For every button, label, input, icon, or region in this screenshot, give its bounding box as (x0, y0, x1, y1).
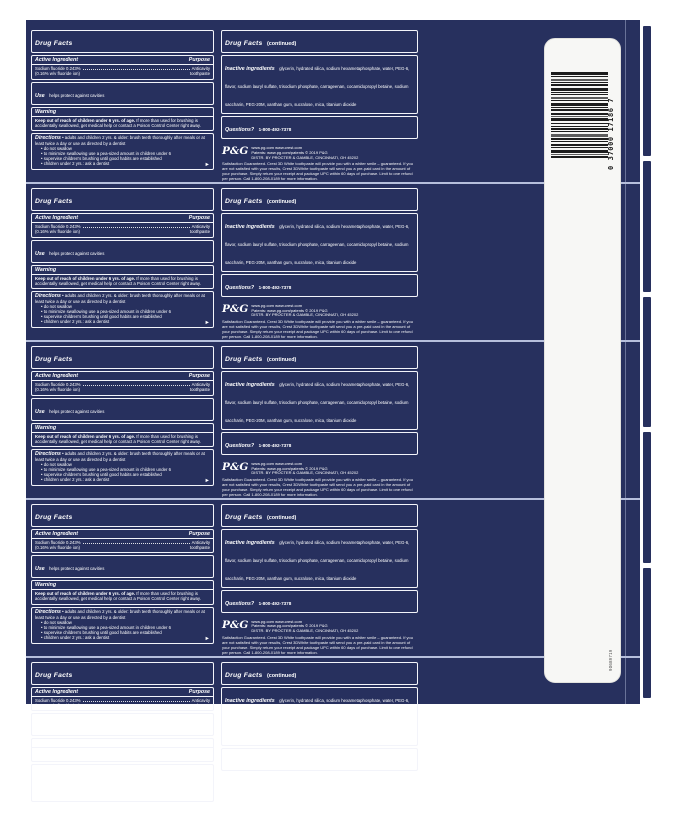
pg-patents: Patents: www.pg.com/patents © 2019 P&G (251, 623, 328, 629)
directions-label: Directions (35, 608, 61, 615)
directions-bullet: • to minimize swallowing use a pea-sized amount in children under 6 (41, 309, 171, 315)
barcode-bar (551, 107, 608, 108)
warning-bold-text: Keep out of reach of children under 6 yrs. of age. (35, 433, 136, 439)
active-ingredient-header-row (32, 689, 213, 697)
pg-info-lines (251, 304, 358, 318)
pg-urls: www.pg.com www.crest.com (251, 618, 303, 624)
barcode-bar (551, 79, 608, 81)
drug-facts-right-column (221, 662, 418, 813)
warning-bold-text: Keep out of reach of children under 6 yrs. of age. (35, 275, 136, 281)
directions-bullet: • do not swallow (41, 461, 72, 467)
barcode-bar (551, 82, 608, 83)
purpose-header: Purpose (188, 214, 210, 221)
inactive-ingredients-text: glycerin, hydrated silica, sodium hexametaphosphate, water, PEG-6, flavor, sodium lauryl sulfate, trisodium phosphate, carrageenan, cocamidopropyl betaine, sodium saccharin, PEG-20M, xanthan gum, sucralose, mica, titanium dioxide (225, 381, 410, 423)
pg-distributor: DISTR. BY PROCTER & GAMBLE, CINCINNATI, OH 45202 (251, 628, 359, 634)
continued-suffix: (continued) (266, 672, 297, 679)
directions-label: Directions (35, 134, 61, 141)
pg-logo: P&G (222, 302, 249, 315)
directions-bullet: • to minimize swallowing use a pea-sized amount in children under 6 (41, 782, 171, 788)
drug-facts-continued-title: Drug Facts (225, 671, 263, 679)
questions-box (221, 116, 418, 139)
barcode-bar (551, 154, 608, 155)
ingredient-purpose: toothpaste (189, 71, 210, 77)
upc-barcode (551, 72, 608, 168)
pg-distributor: DISTR. BY PROCTER & GAMBLE, CINCINNATI, OH 45202 (251, 154, 359, 160)
panel-columns (31, 662, 640, 813)
use-text: helps protect against cavities (49, 566, 105, 572)
inactive-ingredients-box (221, 371, 418, 430)
active-ingredient-header-row (32, 215, 213, 223)
drug-facts-continued-title-box (221, 30, 418, 53)
drug-facts-title: Drug Facts (35, 513, 73, 521)
pg-distributor: DISTR. BY PROCTER & GAMBLE, CINCINNATI, OH 45202 (251, 312, 359, 318)
manufacturer-footer (221, 146, 418, 182)
warning-label: Warning (32, 582, 213, 590)
directions-label: Directions (35, 450, 61, 457)
pg-info-lines (251, 146, 358, 160)
questions-box (221, 748, 418, 771)
drug-facts-left-column (31, 188, 214, 340)
use-box (31, 398, 214, 421)
directions-bullet: • children under 2 yrs.: ask a dentist (41, 792, 110, 798)
active-ingredient-header: Active Ingredient (35, 372, 78, 379)
use-box (31, 713, 214, 736)
directions-bullet: • supervise children's brushing until good habits are established (41, 314, 162, 320)
directions-bullet: • children under 2 yrs.: ask a dentist (41, 635, 110, 641)
use-text: helps protect against cavities (49, 724, 105, 730)
inactive-ingredients-text: glycerin, hydrated silica, sodium hexametaphosphate, water, PEG-6, flavor, sodium lauryl sulfate, trisodium phosphate, carrageenan, cocamidopropyl betaine, sodium saccharin, PEG-20M, xanthan gum, sucralose, mica, titanium dioxide (225, 66, 410, 107)
ingredient-purpose: Anticavity (191, 697, 210, 703)
barcode-bar (551, 103, 608, 106)
directions-bullet: • supervise children's brushing until good habits are established (41, 629, 162, 635)
directions-intro: • adults and children 2 yrs. & older: brush teeth thoroughly after meals or at least twice a day or use as directed by a dentist (35, 766, 205, 778)
questions-label: Questions? (225, 600, 255, 607)
pg-logo: P&G (222, 776, 249, 789)
directions-box (31, 607, 214, 645)
warning-text (35, 276, 210, 286)
drug-facts-continued-title: Drug Facts (225, 197, 263, 205)
manufacturer-footer (221, 462, 418, 498)
warning-label: Warning (32, 740, 213, 748)
questions-box (221, 432, 418, 455)
active-ingredient-header-row (32, 373, 213, 381)
manufacturer-footer (221, 778, 418, 813)
warning-box (31, 107, 214, 131)
ingredient-name: (0.16% w/v fluoride ion) (35, 545, 80, 551)
drug-facts-right-column (221, 30, 418, 182)
barcode-bar (551, 97, 608, 99)
use-text: helps protect against cavities (49, 408, 105, 414)
drug-facts-continued-title-box (221, 662, 418, 685)
satisfaction-guarantee-text: Satisfaction Guaranteed. Crest 3D White toothpaste will provide you with a whiter smile – guaranteed. If you are not satisfied with your results, Crest 3DWhite toothpaste will send you a pre-paid card in the amount of your purchase. Simply return your receipt and package UPC within 60 days of purchase. Limit to one refund per person. Call 1-800-208-0189 for more information. (222, 319, 413, 339)
barcode-bar (551, 156, 608, 158)
inactive-ingredients-label: Inactive ingredients (225, 697, 275, 704)
ingredient-name: (0.16% w/v fluoride ion) (35, 702, 80, 708)
directions-bullet: • do not swallow (41, 777, 72, 783)
active-ingredient-header: Active Ingredient (35, 57, 78, 63)
barcode-bar (551, 100, 608, 101)
pg-urls: www.pg.com www.crest.com (251, 145, 303, 150)
satisfaction-guarantee-text: Satisfaction Guaranteed. Crest 3D White toothpaste will provide you with a whiter smile – guaranteed. If you are not satisfied with your results, Crest 3DWhite toothpaste will send you a pre-paid card in the amount of your purchase. Simply return your receipt and package UPC within 60 days of purchase. Limit to one refund per person. Call 1-800-208-0189 for more information. (222, 477, 413, 497)
warning-text (35, 434, 210, 444)
warning-label: Warning (32, 425, 213, 433)
dotted-leader (83, 543, 190, 544)
barcode-bar (551, 141, 608, 142)
directions-bullet: • to minimize swallowing use a pea-sized amount in children under 6 (41, 624, 171, 630)
directions-label: Directions (35, 766, 61, 773)
drug-facts-title-box (31, 30, 214, 53)
use-label: Use (35, 250, 45, 257)
drug-facts-right-column (221, 346, 418, 498)
directions-bullet: • supervise children's brushing until good habits are established (41, 472, 162, 478)
active-ingredient-box (31, 371, 214, 396)
active-ingredient-header: Active Ingredient (35, 214, 78, 221)
directions-bullet: • children under 2 yrs.: ask a dentist (41, 161, 110, 167)
questions-phone: 1-800-492-7378 (258, 442, 292, 448)
drug-facts-title: Drug Facts (35, 40, 73, 47)
warning-bold-text: Keep out of reach of children under 6 yrs. of age. (35, 591, 136, 597)
inactive-ingredients-box (221, 213, 418, 272)
edge-flap (643, 432, 651, 562)
pg-logo: P&G (222, 460, 249, 473)
inactive-ingredients-box (221, 687, 418, 746)
drug-facts-title-box (31, 188, 214, 211)
pg-logo-row (222, 146, 417, 160)
ingredient-name: Sodium fluoride 0.243% (35, 381, 81, 387)
continued-suffix: (continued) (266, 198, 297, 205)
dotted-leader (83, 385, 190, 386)
upc-number: 0 37000 17186 7 (607, 97, 615, 170)
barcode-bar (551, 123, 608, 124)
questions-phone: 1-800-492-7378 (258, 127, 292, 132)
pg-logo-row (222, 304, 417, 318)
directions-bullet: • to minimize swallowing use a pea-sized amount in children under 6 (41, 467, 171, 472)
barcode-bar (551, 134, 608, 137)
satisfaction-guarantee-text: Satisfaction Guaranteed. Crest 3D White toothpaste will provide you with a whiter smile – guaranteed. If you are not satisfied with your results, Crest 3DWhite toothpaste will send you a pre-paid card in the amount of your purchase. Simply return your receipt and package UPC within 60 days of purchase. Limit to one refund per person. Call 1-800-208-0189 for more information. (222, 635, 413, 655)
continued-suffix: (continued) (266, 514, 297, 521)
ingredient-purpose: Anticavity (191, 223, 210, 229)
edge-flap (643, 568, 651, 698)
barcode-bar (551, 109, 608, 111)
barcode-bar (551, 144, 608, 146)
warning-rest-text: If more than used for brushing is accidentally swallowed, get medical help or contact a Poison Control Center right away. (35, 117, 201, 128)
warning-rest-text: If more than used for brushing is accidentally swallowed, get medical help or contact a Poison Control Center right away. (35, 275, 201, 286)
warning-text (35, 118, 210, 128)
drug-facts-title: Drug Facts (35, 197, 73, 205)
ingredient-name: (0.16% w/v fluoride ion) (35, 71, 80, 77)
dotted-leader (83, 227, 190, 228)
pg-logo-row (222, 620, 417, 634)
barcode-bar (551, 92, 608, 93)
warning-box (31, 738, 214, 762)
active-ingredient-row (35, 703, 210, 708)
use-label: Use (35, 92, 45, 99)
barcode-bar (551, 126, 608, 127)
directions-bullet: • supervise children's brushing until good habits are established (41, 787, 162, 793)
questions-label: Questions? (225, 127, 255, 133)
pg-patents: Patents: www.pg.com/patents © 2019 P&G (251, 149, 328, 155)
drug-facts-left-column (31, 346, 214, 498)
questions-label: Questions? (225, 284, 255, 291)
manufacturer-footer (221, 620, 418, 656)
dotted-leader (83, 701, 190, 702)
pg-distributor: DISTR. BY PROCTER & GAMBLE, CINCINNATI, OH 45202 (251, 470, 359, 476)
pg-urls: www.pg.com www.crest.com (251, 302, 303, 308)
carton-panel-background (26, 20, 640, 813)
inactive-ingredients-text: glycerin, hydrated silica, sodium hexametaphosphate, water, PEG-6, flavor, sodium lauryl sulfate, trisodium phosphate, carrageenan, cocamidopropyl betaine, sodium saccharin, PEG-20M, xanthan gum, sucralose, mica, titanium dioxide (225, 223, 410, 265)
ingredient-name: Sodium fluoride 0.243% (35, 697, 81, 703)
ingredient-purpose: Anticavity (191, 539, 210, 545)
drug-facts-left-column (31, 30, 214, 182)
pg-patents: Patents: www.pg.com/patents © 2019 P&G (251, 465, 328, 471)
drug-facts-left-column (31, 662, 214, 813)
print-code: 90689719 (608, 649, 613, 671)
ingredient-name: Sodium fluoride 0.243% (35, 223, 81, 229)
inactive-ingredients-text: glycerin, hydrated silica, sodium hexametaphosphate, water, PEG-6, flavor, sodium lauryl sulfate, trisodium phosphate, carrageenan, cocamidopropyl betaine, sodium saccharin, PEG-20M, xanthan gum, sucralose, mica, titanium dioxide (225, 539, 410, 581)
edge-flap (643, 161, 651, 291)
warning-label: Warning (32, 109, 213, 117)
ingredient-name: (0.16% w/v fluoride ion) (35, 229, 80, 235)
questions-box (221, 274, 418, 297)
warning-bold-text: Keep out of reach of children under 6 yrs. of age. (35, 117, 136, 123)
continued-suffix: (continued) (266, 356, 297, 363)
warning-bold-text: Keep out of reach of children under 6 yrs. of age. (35, 749, 136, 755)
use-box (31, 82, 214, 105)
pg-patents: Patents: www.pg.com/patents © 2019 P&G (251, 307, 328, 313)
directions-bullet: • children under 2 yrs.: ask a dentist (41, 319, 110, 325)
inactive-ingredients-box (221, 529, 418, 588)
ingredient-name: (0.16% w/v fluoride ion) (35, 387, 80, 393)
directions-box (31, 449, 214, 487)
drug-facts-continued-title-box (221, 188, 418, 211)
drug-facts-continued-title: Drug Facts (225, 355, 263, 363)
warning-text (35, 591, 210, 601)
directions-intro-line (35, 766, 210, 777)
barcode-bar (551, 94, 608, 95)
barcode-bar (551, 72, 608, 75)
barcode-bar (551, 118, 608, 121)
directions-bullet: • children under 2 yrs.: ask a dentist (41, 477, 110, 483)
dotted-leader (83, 69, 190, 70)
active-ingredient-box (31, 55, 214, 80)
pg-logo: P&G (222, 618, 249, 631)
questions-box (221, 590, 418, 613)
active-ingredient-row (35, 229, 210, 234)
active-ingredient-header: Active Ingredient (35, 530, 78, 537)
drug-facts-title: Drug Facts (35, 671, 73, 679)
questions-phone: 1-800-492-7378 (258, 600, 292, 606)
drug-facts-title-box (31, 346, 214, 369)
active-ingredient-header-row (32, 531, 213, 539)
continued-suffix: (continued) (266, 41, 297, 47)
drug-facts-right-column (221, 188, 418, 340)
directions-bullet: • do not swallow (41, 146, 72, 152)
active-ingredient-box (31, 529, 214, 554)
barcode-bar (551, 131, 608, 132)
active-ingredient-header: Active Ingredient (35, 688, 78, 695)
directions-intro-line (35, 135, 210, 146)
drug-facts-continued-title-box (221, 504, 418, 527)
warning-box (31, 580, 214, 604)
directions-box (31, 764, 214, 802)
warning-box (31, 423, 214, 447)
directions-intro-line (35, 609, 210, 620)
barcode-bar (551, 113, 608, 115)
ingredient-purpose: toothpaste (189, 229, 210, 235)
continue-arrow-icon: ► (204, 319, 210, 326)
ingredient-purpose: toothpaste (189, 702, 210, 708)
drug-facts-left-column (31, 504, 214, 656)
use-label: Use (35, 724, 45, 731)
questions-label: Questions? (225, 442, 255, 449)
inactive-ingredients-label: Inactive ingredients (225, 381, 275, 388)
questions-label: Questions? (225, 758, 255, 765)
warning-text (35, 749, 210, 759)
directions-intro: • adults and children 2 yrs. & older: brush teeth thoroughly after meals or at least twice a day or use as directed by a dentist (35, 450, 205, 462)
purpose-header: Purpose (188, 57, 210, 63)
inactive-ingredients-label: Inactive ingredients (225, 539, 275, 546)
warning-rest-text: If more than used for brushing is accidentally swallowed, get medical help or contact a Poison Control Center right away. (35, 433, 201, 444)
pg-urls: www.pg.com www.crest.com (251, 460, 303, 466)
drug-facts-title-box (31, 504, 214, 527)
questions-phone: 1-800-492-7378 (258, 284, 292, 290)
active-ingredient-header-row (32, 57, 213, 65)
directions-intro-line (35, 293, 210, 304)
pg-logo-row (222, 462, 417, 476)
questions-phone: 1-800-492-7378 (258, 758, 292, 764)
directions-intro: • adults and children 2 yrs. & older: brush teeth thoroughly after meals or at least twice a day or use as directed by a dentist (35, 608, 205, 620)
ingredient-purpose: Anticavity (191, 381, 210, 387)
purpose-header: Purpose (188, 372, 210, 379)
active-ingredient-box (31, 213, 214, 238)
directions-bullet: • to minimize swallowing use a pea-sized amount in children under 6 (41, 151, 171, 157)
warning-label: Warning (32, 267, 213, 275)
continue-arrow-icon: ► (204, 161, 210, 168)
continue-arrow-icon: ► (204, 793, 210, 800)
barcode-bar (551, 76, 608, 77)
directions-intro: • adults and children 2 yrs. & older: brush teeth thoroughly after meals or at least twice a day or use as directed by a dentist (35, 292, 205, 304)
use-text: helps protect against cavities (49, 250, 105, 256)
pg-logo: P&G (222, 145, 249, 157)
barcode-bar (551, 116, 608, 117)
active-ingredient-row (35, 71, 210, 76)
pg-logo-row (222, 778, 417, 792)
satisfaction-guarantee-text: Satisfaction Guaranteed. Crest 3D White toothpaste will provide you with a whiter smile – guaranteed. If you are not satisfied with your results, Crest 3DWhite toothpaste will send you a pre-paid card in the amount of your purchase. Simply return your receipt and package UPC within 60 days of purchase. Limit to one refund per person. Call 1-800-208-0189 for more information. (222, 161, 413, 182)
satisfaction-guarantee-text: Satisfaction Guaranteed. Crest 3D White toothpaste will provide you with a whiter smile – guaranteed. If you are not satisfied with your results, Crest 3DWhite toothpaste will send you a pre-paid card in the amount of your purchase. Simply return your receipt and package UPC within 60 days of purchase. Limit to one refund per person. Call 1-800-208-0189 for more information. (222, 792, 413, 813)
barcode-bar (551, 128, 608, 130)
use-box (31, 240, 214, 263)
active-ingredient-row (35, 387, 210, 392)
directions-box (31, 291, 214, 329)
inactive-ingredients-label: Inactive ingredients (225, 223, 275, 230)
inactive-ingredients-text: glycerin, hydrated silica, sodium hexametaphosphate, water, PEG-6, flavor, sodium lauryl sulfate, trisodium phosphate, carrageenan, cocamidopropyl betaine, sodium saccharin, PEG-20M, xanthan gum, sucralose, mica, titanium dioxide (225, 697, 410, 739)
directions-label: Directions (35, 292, 61, 299)
edge-flap (643, 297, 651, 427)
ingredient-purpose: toothpaste (189, 545, 210, 551)
continue-arrow-icon: ► (204, 477, 210, 484)
directions-bullet: • supervise children's brushing until good habits are established (41, 156, 162, 162)
continue-arrow-icon: ► (204, 635, 210, 642)
ingredient-purpose: toothpaste (189, 387, 210, 393)
ingredient-name: Sodium fluoride 0.243% (35, 66, 81, 71)
warning-rest-text: If more than used for brushing is accidentally swallowed, get medical help or contact a Poison Control Center right away. (35, 591, 201, 602)
pg-urls: www.pg.com www.crest.com (251, 776, 303, 782)
pg-distributor: DISTR. BY PROCTER & GAMBLE, CINCINNATI, OH 45202 (251, 786, 359, 792)
directions-intro-line (35, 451, 210, 462)
manufacturer-footer (221, 304, 418, 340)
warning-box (31, 265, 214, 289)
use-label: Use (35, 408, 45, 415)
drug-facts-continued-title: Drug Facts (225, 40, 263, 47)
ingredient-name: Sodium fluoride 0.243% (35, 539, 81, 545)
directions-box (31, 133, 214, 171)
pg-patents: Patents: www.pg.com/patents © 2019 P&G (251, 781, 328, 787)
active-ingredient-row (35, 545, 210, 550)
ingredient-purpose: Anticavity (191, 66, 210, 71)
barcode-bar (551, 84, 608, 86)
edge-flap (643, 26, 651, 156)
inactive-ingredients-box (221, 55, 418, 114)
barcode-bar (551, 150, 608, 153)
directions-intro: • adults and children 2 yrs. & older: brush teeth thoroughly after meals or at least twice a day or use as directed by a dentist (35, 134, 205, 147)
pg-info-lines (251, 620, 358, 634)
use-text: helps protect against cavities (49, 92, 105, 98)
barcode-bar (551, 138, 608, 140)
purpose-header: Purpose (188, 530, 210, 537)
drug-facts-right-column (221, 504, 418, 656)
inactive-ingredients-label: Inactive ingredients (225, 66, 275, 72)
barcode-strip (544, 38, 621, 683)
purpose-header: Purpose (188, 688, 210, 695)
drug-facts-title-box (31, 662, 214, 685)
pg-info-lines (251, 778, 358, 792)
use-box (31, 555, 214, 578)
directions-bullet: • do not swallow (41, 619, 72, 625)
pg-info-lines (251, 462, 358, 476)
directions-bullet: • do not swallow (41, 304, 72, 310)
edge-flap-strip (643, 26, 651, 698)
drug-facts-continued-title-box (221, 346, 418, 369)
barcode-bar (551, 88, 608, 91)
warning-rest-text: If more than used for brushing is accidentally swallowed, get medical help or contact a Poison Control Center right away. (35, 749, 201, 760)
use-label: Use (35, 566, 45, 573)
active-ingredient-box (31, 687, 214, 712)
drug-facts-title: Drug Facts (35, 355, 73, 363)
barcode-bar (551, 147, 608, 148)
drug-facts-continued-title: Drug Facts (225, 513, 263, 521)
